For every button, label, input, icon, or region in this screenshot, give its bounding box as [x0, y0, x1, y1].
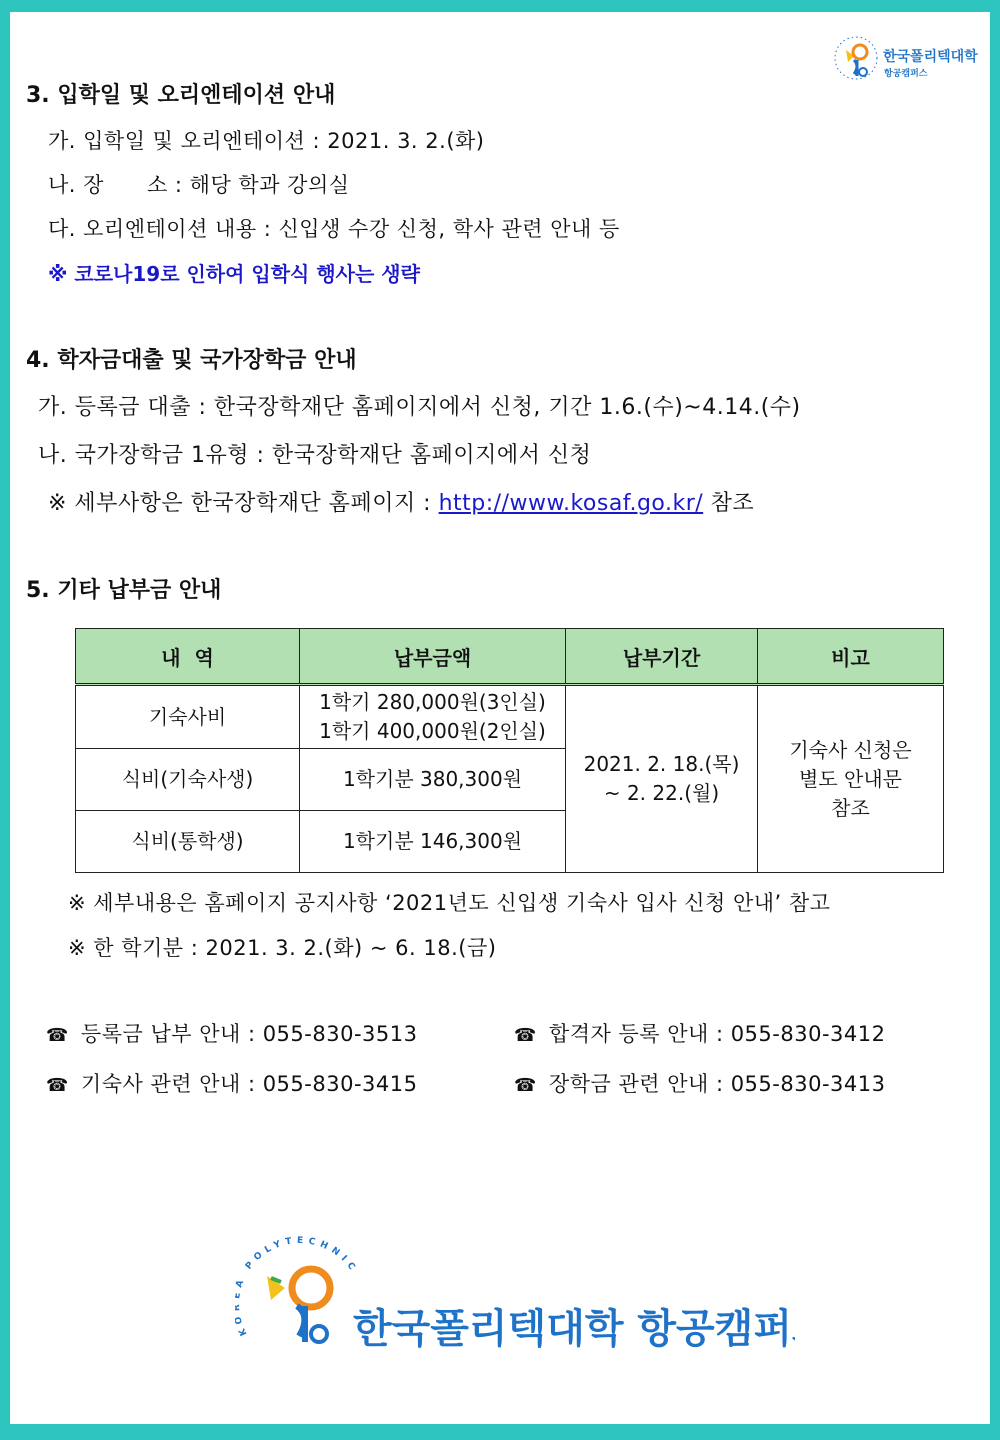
row-meal-commute-amount: 1학기분 146,300원: [300, 811, 566, 873]
fee-table-header-row: [76, 629, 944, 685]
row-meal-dorm-amount: 1학기분 380,300원: [300, 749, 566, 811]
contact-registration-label: 합격자 등록 안내 : 055-830-3412: [548, 1022, 886, 1046]
section3-line-date: 가. 입학일 및 오리엔테이션 : 2021. 3. 2.(화): [48, 129, 485, 153]
section5-heading: 5. 기타 납부금 안내: [26, 578, 222, 603]
table-row: [76, 685, 944, 749]
section5-note-detail: ※ 세부내용은 홈페이지 공지사항 ‘2021년도 신입생 기숙사 입사 신청 안내’ 참고: [68, 891, 831, 915]
header-amount: 납부금액: [300, 629, 566, 685]
note-line1: 기숙사 신청은: [789, 737, 912, 762]
contact-scholarship-label: 장학금 관련 안내 : 055-830-3413: [548, 1072, 886, 1096]
contact-dormitory: [46, 1068, 417, 1098]
section4-detail: [48, 486, 754, 517]
logo-small-name: 한국폴리텍대학: [883, 49, 978, 65]
row-meal-commute-item: 식비(통학생): [76, 811, 300, 873]
document-page: [10, 12, 990, 1424]
polytechnics-logo-large: [235, 1234, 795, 1364]
contact-registration: [514, 1018, 885, 1048]
header-period: 납부기간: [566, 629, 758, 685]
logo-ring-text: K A POLYTECHNIC: [235, 1235, 360, 1338]
section3-heading: 3. 입학일 및 오리엔테이션 안내: [26, 83, 336, 108]
note-line3: 참조: [831, 795, 870, 820]
row-dorm-amount-line1: 1학기 280,000원(3인실): [319, 690, 546, 714]
section3-line-content: 다. 오리엔테이션 내용 : 신입생 수강 신청, 학사 관련 안내 등: [48, 217, 620, 241]
phone-icon: ☎: [514, 1075, 537, 1096]
fee-table: [75, 628, 944, 873]
row-dorm-amount: [300, 685, 566, 749]
polytechnics-logo-small: [832, 30, 982, 86]
logo-large-name: 한국폴리텍대학 항공캠퍼스: [353, 1306, 795, 1352]
phone-icon: ☎: [46, 1075, 69, 1096]
section3-notice: ※ 코로나19로 인하여 입학식 행사는 생략: [48, 262, 420, 286]
phone-icon: ☎: [514, 1025, 537, 1046]
contact-tuition: [46, 1018, 417, 1048]
kosaf-link[interactable]: http://www.kosaf.go.kr/: [438, 491, 704, 516]
note-line2: 별도 안내문: [799, 766, 902, 791]
period-line2: ~ 2. 22.(월): [603, 781, 720, 805]
contact-scholarship: [514, 1068, 885, 1098]
phone-icon: ☎: [46, 1025, 69, 1046]
section4-line-scholarship: 나. 국가장학금 1유형 : 한국장학재단 홈페이지에서 신청: [38, 443, 592, 468]
section4-line-loan: 가. 등록금 대출 : 한국장학재단 홈페이지에서 신청, 기간 1.6.(수)~4.14.(수): [38, 395, 801, 420]
contact-tuition-label: 등록금 납부 안내 : 055-830-3513: [80, 1022, 418, 1046]
section4-detail-prefix: ※ 세부사항은 한국장학재단 홈페이지 :: [48, 491, 439, 516]
header-item: 내 역: [76, 629, 300, 685]
logo-small-campus: 항공캠퍼스: [884, 69, 928, 79]
section5-note-semester: ※ 한 학기분 : 2021. 3. 2.(화) ~ 6. 18.(금): [68, 936, 497, 960]
section4-heading: 4. 학자금대출 및 국가장학금 안내: [26, 348, 357, 373]
period-cell: [566, 685, 758, 873]
period-line1: 2021. 2. 18.(목): [583, 752, 740, 776]
svg-text:KOREA POLYTECHNICS: [235, 1234, 359, 1337]
section4-detail-suffix: 참조: [703, 491, 755, 516]
row-dorm-amount-line2: 1학기 400,000원(2인실): [319, 719, 546, 743]
row-dorm-item: 기숙사비: [76, 685, 300, 749]
row-meal-dorm-item: 식비(기숙사생): [76, 749, 300, 811]
note-cell: [758, 685, 944, 873]
contact-dormitory-label: 기숙사 관련 안내 : 055-830-3415: [80, 1072, 418, 1096]
section3-line-place: 나. 장 소 : 해당 학과 강의실: [48, 173, 350, 197]
header-note: 비고: [758, 629, 944, 685]
